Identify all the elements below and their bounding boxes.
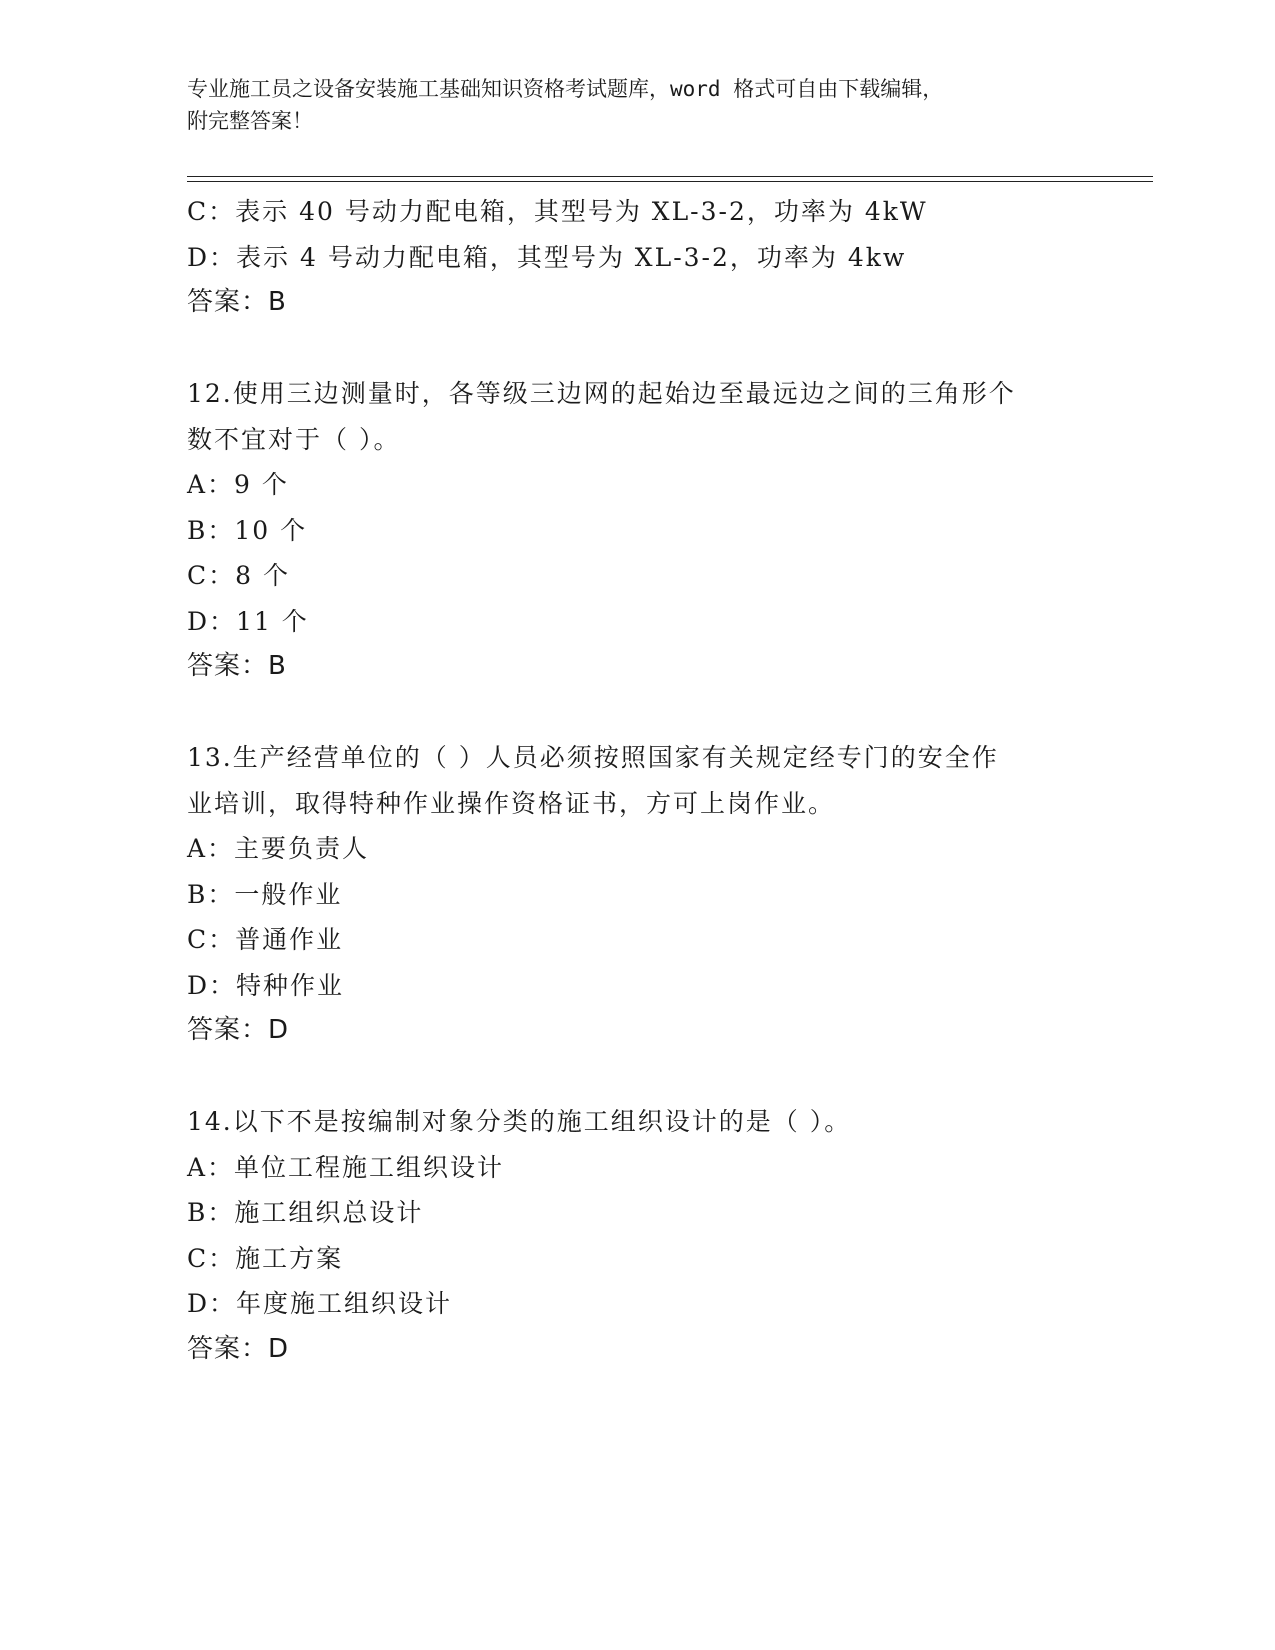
question-stem: 14.以下不是按编制对象分类的施工组织设计的是（ ）。 [187,1107,852,1136]
option-c: C：普通作业 [187,925,344,954]
question-content [187,189,1087,1372]
question-stem-continued: 业培训，取得特种作业操作资格证书，方可上岗作业。 [187,788,836,818]
header-rule-1 [187,176,1153,177]
option-b: B：一般作业 [187,879,343,909]
answer-line: 答案：D [187,1015,290,1045]
option-c: C：施工方案 [187,1243,344,1273]
option-a: A：9 个 [187,470,289,499]
spacer [187,326,1087,372]
header-rule-2 [187,181,1153,182]
spacer [187,690,1087,736]
question-12 [187,371,1087,690]
answer-line: 答案：B [187,651,287,681]
option-b: B：10 个 [187,515,308,545]
option-c: C：表示 40 号动力配电箱，其型号为 XL-3-2，功率为 4kW [187,197,928,226]
header-line-2: 附完整答案！ [187,109,313,133]
option-d: D：表示 4 号动力配电箱，其型号为 XL-3-2，功率为 4kw [187,242,907,272]
spacer [187,1054,1087,1100]
question-stem: 12.使用三边测量时，各等级三边网的起始边至最远边之间的三角形个 [187,379,1016,408]
question-stem: 13.生产经营单位的（ ）人员必须按照国家有关规定经专门的安全作 [187,743,999,772]
option-a: A：单位工程施工组织设计 [187,1152,505,1182]
option-a: A：主要负责人 [187,834,370,863]
option-d: D：年度施工组织设计 [187,1289,453,1318]
question-13 [187,735,1087,1054]
header-line-1: 专业施工员之设备安装施工基础知识资格考试题库，word 格式可自由下载编辑， [187,77,944,101]
option-d: D：11 个 [187,606,309,636]
question-11 [187,189,1087,326]
document-header [187,73,1087,137]
option-b: B：施工组织总设计 [187,1198,424,1227]
answer-line: 答案：D [187,1333,290,1364]
option-d: D：特种作业 [187,970,345,1000]
question-stem-continued: 数不宜对于（ ）。 [187,424,401,454]
option-c: C：8 个 [187,561,290,590]
question-14 [187,1099,1087,1372]
answer-line: 答案：B [187,287,287,317]
